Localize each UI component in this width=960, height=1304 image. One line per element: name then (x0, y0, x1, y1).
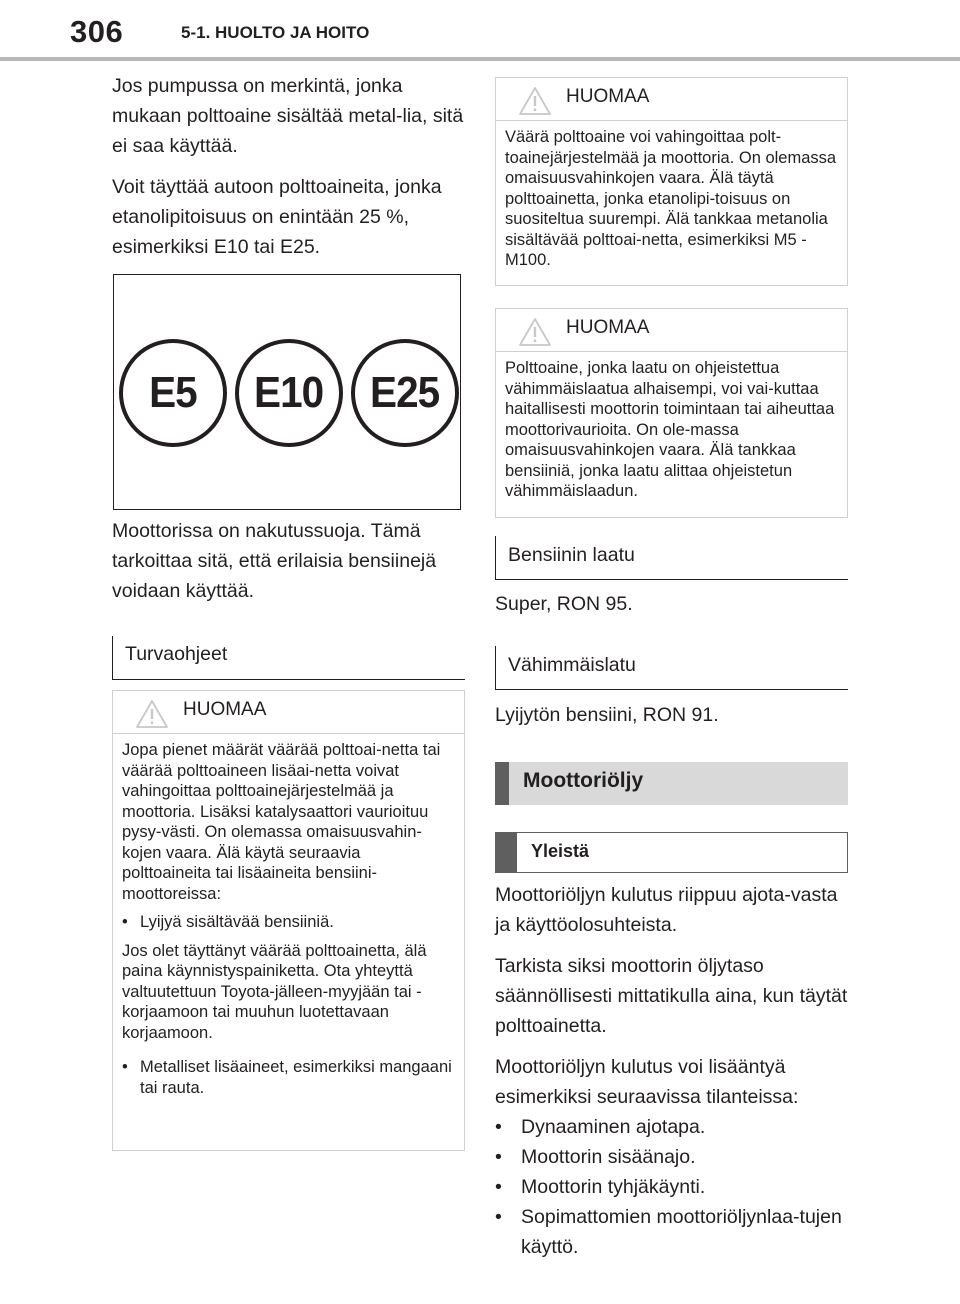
warning-triangle-icon (518, 317, 552, 347)
paragraph-ethanol-info: Voit täyttää autoon polttoaineita, jonka etanolipitoisuus on enintään 25 %, esimerkiksi E10 tai E25. (112, 176, 442, 258)
fuel-label-e10: E10 (235, 339, 343, 447)
minimum-quality-text: Lyijytön bensiini, RON 91. (495, 704, 719, 726)
list-item: • Moottorin sisäänajo. (495, 1146, 696, 1168)
notice-text: Jopa pienet määrät väärää polttoai-netta tai väärää polttoaineen lisäai-netta voivat vahingoittaa polttoainejärjestelmää ja moottoria. Lisäksi katalysaattori vaurioituu pysy-västi. On olemassa omaisuusvahin-kojen vaara. Älä käytä seuraavia polttoaineita tai lisäaineita bensiini-moottoreissa: (122, 741, 441, 903)
notice-bullet: • Lyijyä sisältävää bensiiniä. (122, 913, 334, 931)
notice-box-fuel-quality (495, 308, 848, 518)
fuel-label-e25: E25 (351, 339, 459, 447)
paragraph-metal-warning: Jos pumpussa on merkintä, jonka mukaan polttoaine sisältää metal-lia, sitä ei saa käyttää. (112, 75, 464, 157)
notice-box-fuel-damage (495, 77, 848, 286)
minimum-quality-heading: Vähimmäislatu (495, 646, 848, 690)
notice-title: HUOMAA (183, 699, 267, 720)
paragraph-oil-increase: Moottoriöljyn kulutus voi lisääntyä esimerkiksi seuraavissa tilanteissa: (495, 1056, 799, 1108)
warning-triangle-icon (518, 86, 552, 116)
fuel-quality-text: Super, RON 95. (495, 593, 633, 615)
list-item: • Sopimattomien moottoriöljynlaa-tujen käyttö. (495, 1206, 842, 1258)
warning-triangle-icon (135, 699, 169, 729)
section-title: 5-1. HUOLTO JA HOITO (181, 23, 370, 42)
notice-header (113, 691, 464, 734)
notice-box-left (112, 690, 465, 1151)
list-item: • Dynaaminen ajotapa. (495, 1116, 706, 1138)
header-divider (0, 57, 960, 61)
general-subsection-heading: Yleistä (495, 832, 848, 873)
engine-oil-section-heading: Moottoriöljy (495, 762, 848, 805)
page-number: 306 (70, 14, 124, 49)
notice-title: HUOMAA (566, 86, 650, 107)
paragraph-knock-sensor: Moottorissa on nakutussuoja. Tämä tarkoittaa sitä, että erilaisia bensiinejä voidaan käyttää. (112, 520, 437, 602)
left-intro-text (112, 71, 467, 273)
safety-heading: Turvaohjeet (112, 636, 465, 680)
page-header (0, 0, 960, 62)
notice-bullet: • Metalliset lisäaineet, esimerkiksi mangaani tai rauta. (122, 1058, 452, 1097)
notice-text: Jos olet täyttänyt väärää polttoainetta, älä paina käynnistyspainiketta. Ota yhteyttä valtuutettuun Toyota-jälleen-myyjään tai -korjaamoon tai muuhun luotettavaan korjaamoon. (122, 941, 427, 1042)
engine-oil-text (495, 880, 850, 1262)
paragraph-oil-check: Tarkista siksi moottorin öljytaso säännöllisesti mittatikulla aina, kun täytät polttoainetta. (495, 955, 848, 1037)
paragraph-oil-consumption: Moottoriöljyn kulutus riippuu ajota-vasta ja käyttöolosuhteista. (495, 884, 838, 936)
fuel-quality-heading: Bensiinin laatu (495, 536, 848, 580)
notice-text: Väärä polttoaine voi vahingoittaa polt-toainejärjestelmää ja moottoria. On olemassa omaisuusvahinkojen vaara. Älä täytä polttoainetta, jonka etanolipi-toisuus on suositeltua suurempi. Älä tankkaa metanolia sisältävää polttoai-netta, esimerkiksi M5 - M100. (505, 128, 837, 269)
fuel-label-illustration (113, 274, 461, 510)
notice-title: HUOMAA (566, 317, 650, 338)
notice-text: Polttoaine, jonka laatu on ohjeistettua vähimmäislaatua alhaisempi, voi vai-kuttaa haitallisesti moottorin toimintaan tai aiheuttaa moottorivaurioita. On ole-massa omaisuusvahinkojen vaara. Älä tankkaa bensiiniä, jonka laatu alittaa ohjeistetun vähimmäislaadun. (505, 359, 835, 500)
list-item: • Moottorin tyhjäkäynti. (495, 1176, 706, 1198)
fuel-label-e5: E5 (119, 339, 227, 447)
